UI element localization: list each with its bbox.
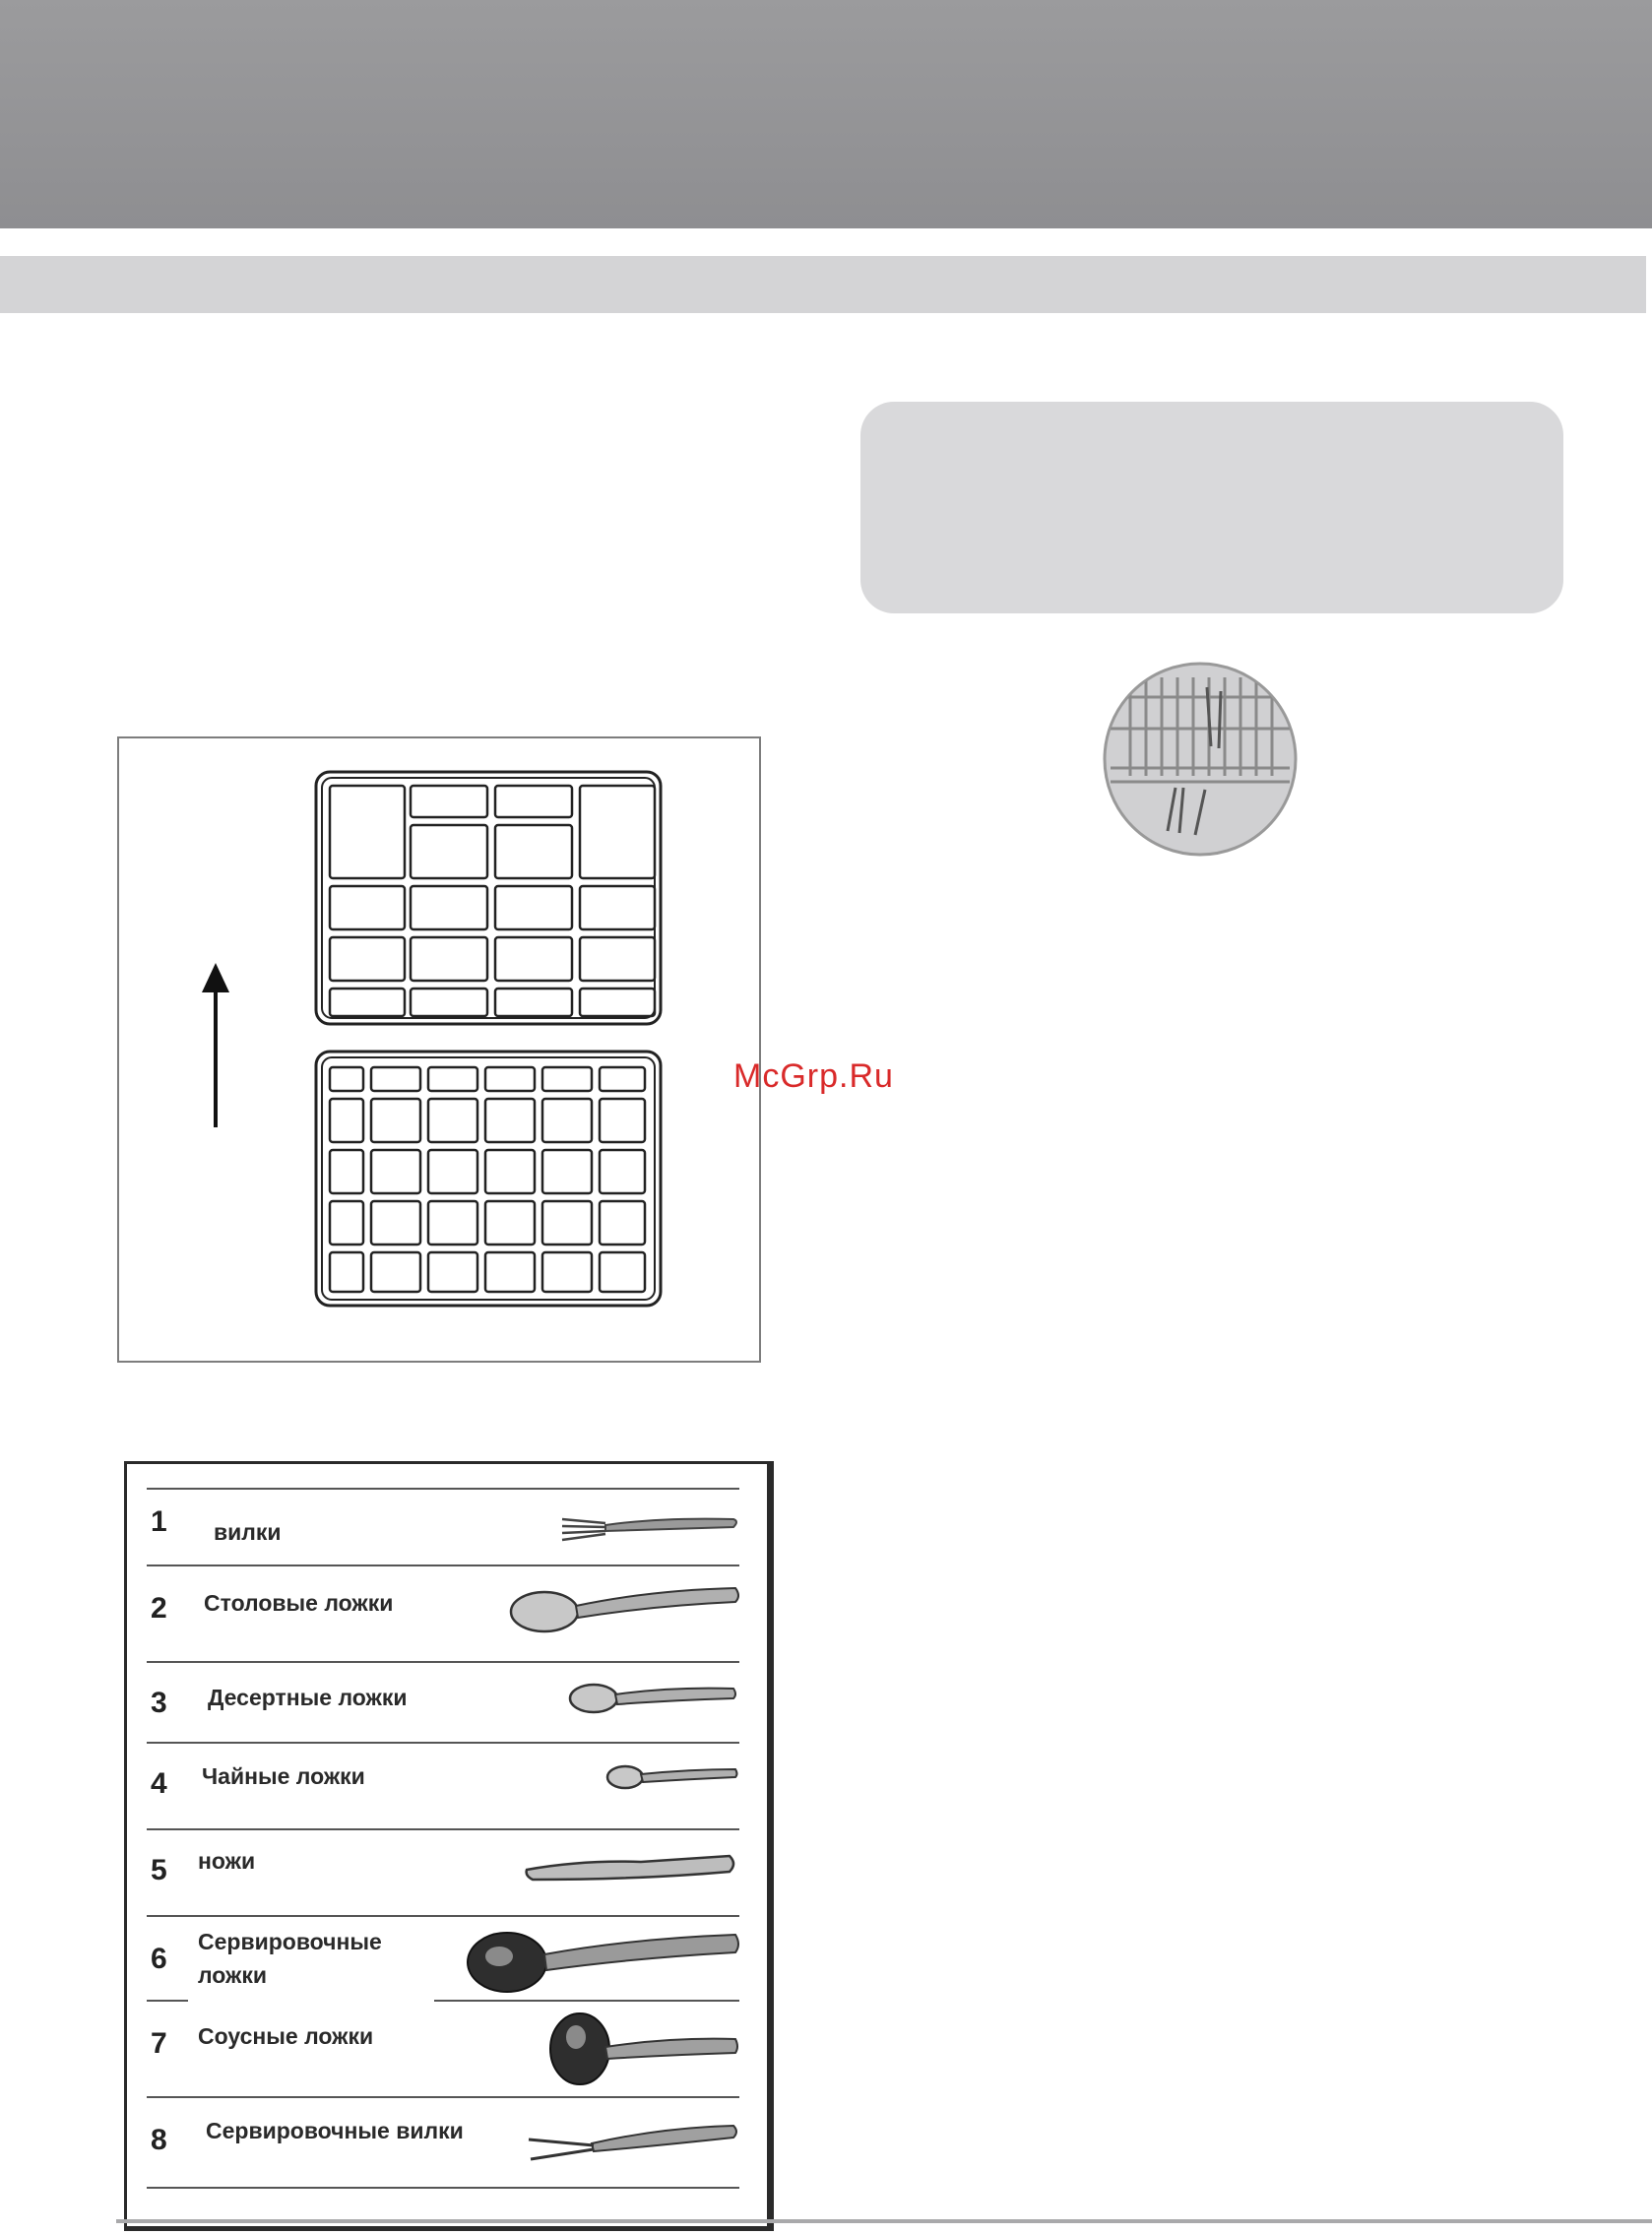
legend-divider <box>147 1828 739 1830</box>
legend-number: 8 <box>151 2124 167 2156</box>
legend-divider <box>147 2187 739 2189</box>
watermark-text: McGrp.Ru <box>733 1057 894 1095</box>
legend-divider <box>147 1742 739 1744</box>
upper-basket-grid <box>316 772 661 1024</box>
legend-number: 6 <box>151 1943 167 1975</box>
legend-label: вилки <box>214 1519 282 1545</box>
legend-divider <box>147 1661 739 1663</box>
cutlery-basket-closeup-icon <box>1101 658 1300 861</box>
fork-icon <box>523 1507 739 1547</box>
legend-divider <box>147 2000 188 2002</box>
up-arrow-icon <box>202 963 229 1127</box>
legend-divider <box>147 1564 739 1566</box>
legend-label: ножи <box>198 1848 256 1874</box>
legend-label: Чайные ложки <box>202 1763 365 1789</box>
legend-number: 7 <box>151 2027 167 2060</box>
legend-divider <box>147 1488 739 1490</box>
serving-fork-icon <box>523 2118 739 2165</box>
legend-label: Сервировочные вилки <box>206 2118 464 2143</box>
lower-basket-grid <box>316 1052 661 1306</box>
note-box <box>860 402 1563 613</box>
legend-label: Столовые ложки <box>204 1590 394 1616</box>
tablespoon-icon <box>503 1572 739 1641</box>
legend-divider <box>147 1915 739 1917</box>
legend-number: 4 <box>151 1767 167 1800</box>
header-band <box>0 0 1652 228</box>
cutlery-basket-diagram <box>117 736 761 1363</box>
knife-icon <box>523 1848 739 1887</box>
legend-number: 5 <box>151 1854 167 1886</box>
dessert-spoon-icon <box>562 1673 739 1722</box>
serving-spoon-icon <box>464 1921 739 2000</box>
legend-label: Сервировочные ложки <box>198 1929 382 1988</box>
teaspoon-icon <box>602 1756 739 1795</box>
sauce-ladle-icon <box>542 2008 739 2088</box>
legend-number: 3 <box>151 1687 167 1719</box>
cutlery-basket-drawing <box>119 738 759 1361</box>
cutlery-legend <box>124 1461 774 2231</box>
footer-rule <box>116 2219 1652 2223</box>
legend-divider <box>147 2096 739 2098</box>
legend-number: 1 <box>151 1505 167 1538</box>
subheader-band <box>0 256 1652 313</box>
legend-divider <box>434 2000 739 2002</box>
legend-label: Десертные ложки <box>208 1685 408 1710</box>
legend-number: 2 <box>151 1592 167 1625</box>
legend-label: Соусные ложки <box>198 2023 374 2049</box>
